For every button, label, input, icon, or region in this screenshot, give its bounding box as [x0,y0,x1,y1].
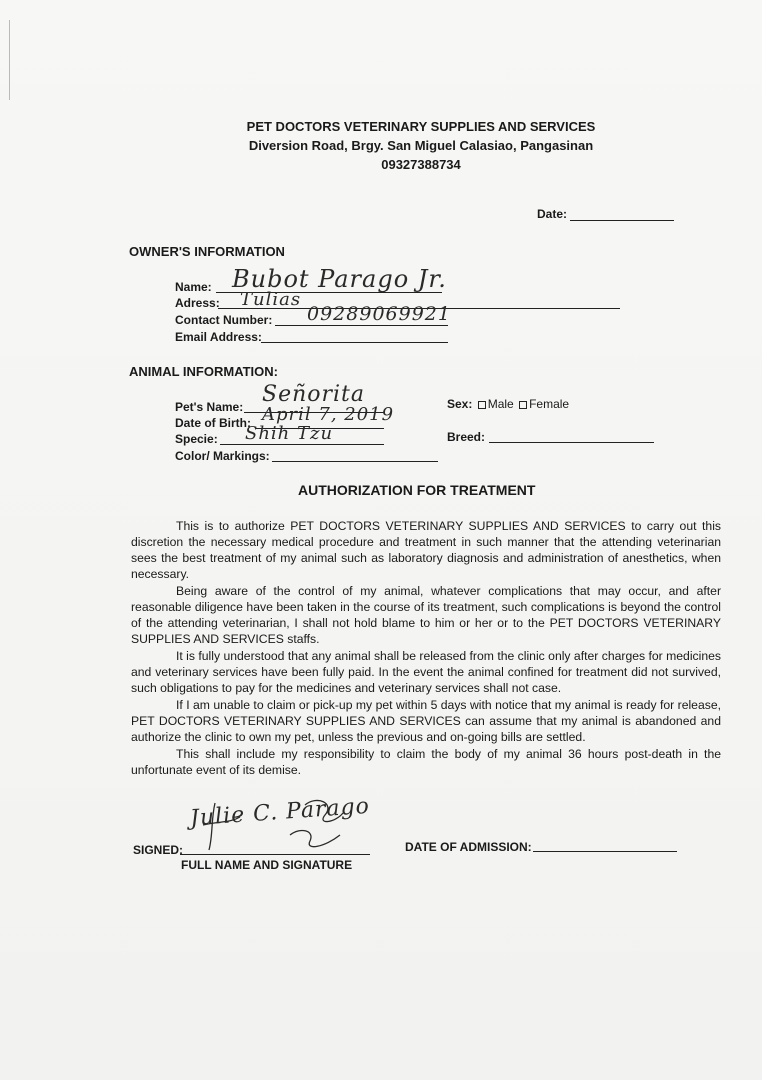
breed-label: Breed: [447,430,486,444]
authorization-paragraph: This shall include my responsibility to claim the body of my animal 36 hours post-death in the unfortunate event of its demise. [131,747,721,777]
company-phone: 09327388734 [381,157,461,172]
company-address: Diversion Road, Brgy. San Miguel Calasiao, Pangasinan [248,138,594,153]
authorization-paragraph: If I am unable to claim or pick-up my pet within 5 days with notice that my animal is ready for release, PET DOCTORS VETERINARY SUPPLIES AND SERVICES can assume that my animal is abandoned and authorize the clinic to own my pet, unless the previous and on-going bills are settled. [131,698,721,744]
specie-label: Specie: [175,432,218,446]
signed-label: SIGNED: [133,843,184,857]
pet-name-label: Pet's Name: [175,400,244,414]
owner-section-title: OWNER'S INFORMATION [129,244,285,259]
date-admission-line[interactable] [533,851,677,852]
signature-scribble [185,795,355,857]
sex-field [447,397,569,411]
owner-name-label: Name: [175,280,212,294]
specie-line[interactable] [220,444,384,445]
contact-value: 09289069921 [307,303,451,325]
authorization-paragraph: This is to authorize PET DOCTORS VETERINARY SUPPLIES AND SERVICES to carry out this discretion the necessary medical procedure and treatment in such manner that the attending veterinarian sees the best treatment of my animal such as laboratory diagnosis and administration of anesthetics, when necessary. [131,519,721,581]
authorization-paragraph: Being aware of the control of my animal, whatever complications that may occur, and after reasonable diligence have been taken in the course of its treatment, such complications is beyond the control of the attending veterinarian, I shall not hold blame to him or her or to the PET DOCTORS VETERINARY SUPPLIES AND SERVICES staffs. [131,584,721,646]
letterhead [0,117,762,174]
breed-line[interactable] [489,442,654,443]
email-line[interactable] [261,342,448,343]
female-option-label: Female [529,397,570,411]
male-option-label: Male [487,397,514,411]
full-name-signature-caption: FULL NAME AND SIGNATURE [181,858,353,872]
scan-edge-mark [9,20,10,100]
contact-line[interactable] [275,325,448,326]
sex-label: Sex: [447,397,473,411]
date-admission-label: DATE OF ADMISSION: [405,840,532,854]
color-line[interactable] [272,461,438,462]
color-label: Color/ Markings: [175,449,270,463]
owner-address-label: Adress: [175,296,220,310]
male-checkbox[interactable] [478,401,486,409]
signature-handwriting: Julie C. Parago [189,793,371,832]
date-label: Date: [537,207,568,221]
owner-name-value: Bubot Parago Jr. [232,265,447,293]
pet-name-value: Señorita [262,382,366,407]
dob-label: Date of Birth: [175,416,251,430]
authorization-paragraph: It is fully understood that any animal shall be released from the clinic only after charges for medicines and veterinary services have been fully paid. In the event the animal confined for treatment did not survived, such obligations to pay for the medicines and veterinary services shall not case. [131,649,721,695]
authorization-body [131,518,721,779]
email-label: Email Address: [175,330,262,344]
company-name: PET DOCTORS VETERINARY SUPPLIES AND SERVICES [246,119,596,134]
animal-section-title: ANIMAL INFORMATION: [129,364,278,379]
dob-value: April 7, 2019 [262,404,395,425]
specie-value: Shih Tzu [245,423,334,444]
authorization-title: AUTHORIZATION FOR TREATMENT [298,482,536,498]
female-checkbox[interactable] [519,401,527,409]
owner-address-value: Tulias [240,289,302,310]
contact-label: Contact Number: [175,313,273,327]
date-line[interactable] [570,220,674,221]
